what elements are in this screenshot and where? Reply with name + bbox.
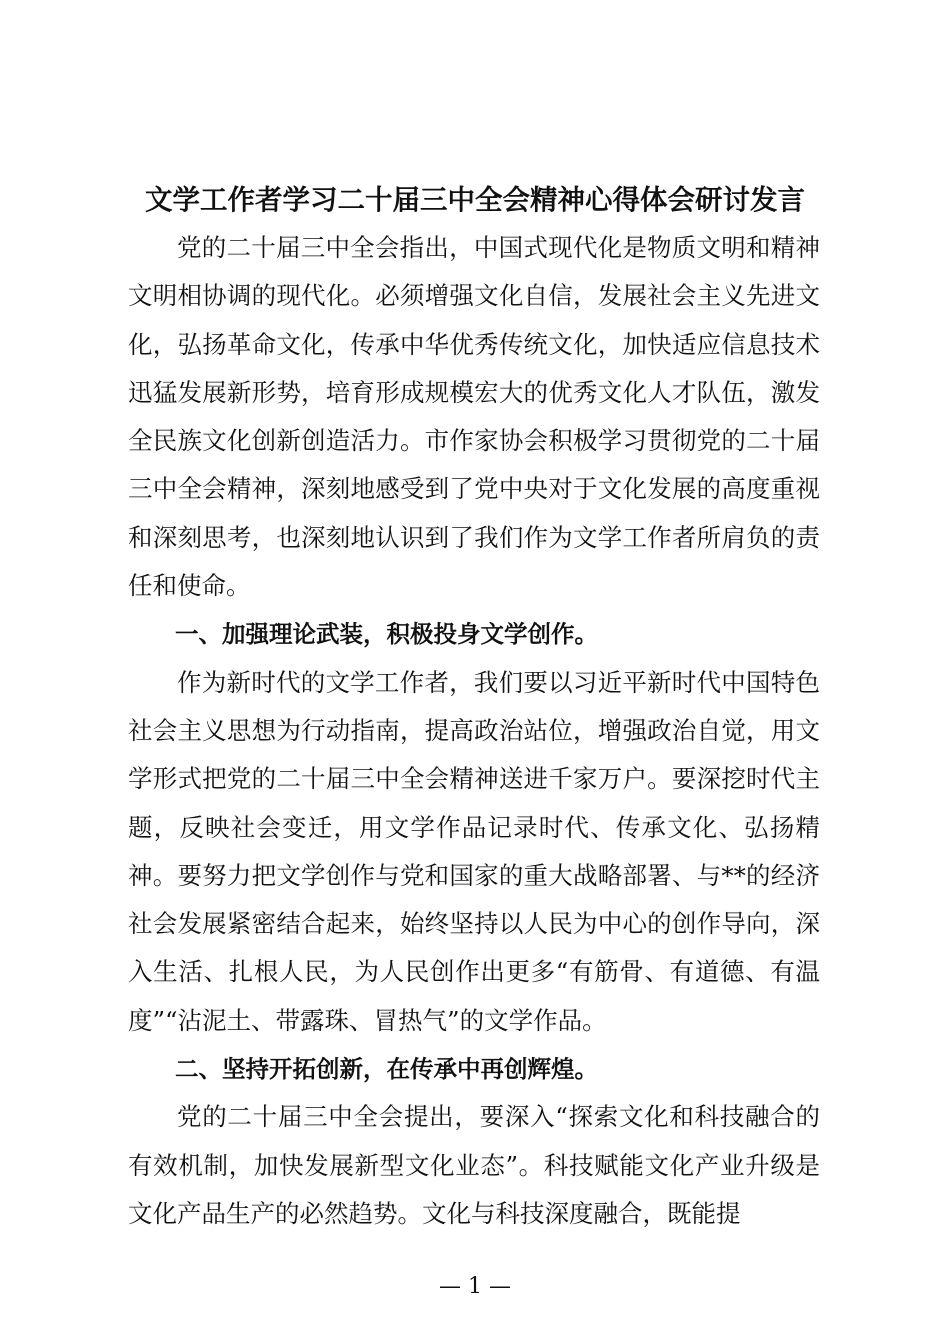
paragraph-section-1: 作为新时代的文学工作者，我们要以习近平新时代中国特色社会主义思想为行动指南，提高政治站位，增强政治自觉，用文学形式把党的二十届三中全会精神送进千家万户。要深挖时代主题，反映社会变迁，用文学作品记录时代、传承文化、弘扬精神。要努力把文学创作与党和国家的重大战略部署、与**的经济社会发展紧密结合起来，始终坚持以人民为中心的创作导向，深入生活、扎根人民，为人民创作出更多“有筋骨、有道德、有温度”“沾泥土、带露珠、冒热气”的文学作品。 [128, 667, 820, 1035]
paragraph-intro: 党的二十届三中全会指出，中国式现代化是物质文明和精神文明相协调的现代化。必须增强文化自信，发展社会主义先进文化，弘扬革命文化，传承中华优秀传统文化，加快适应信息技术迅猛发展新形势，培育形成规模宏大的优秀文化人才队伍，激发全民族文化创新创造活力。市作家协会积极学习贯彻党的二十届三中全会精神，深刻地感受到了党中央对于文化发展的高度重视和深刻思考，也深刻地认识到了我们作为文学工作者所肩负的责任和使命。 [128, 233, 820, 601]
section-heading-2: 二、坚持开拓创新，在传承中再创辉煌。 [175, 1055, 598, 1084]
page-number: — 1 — [439, 1274, 511, 1299]
paragraph-section-2: 党的二十届三中全会提出，要深入“探索文化和科技融合的有效机制，加快发展新型文化业态”。科技赋能文化产业升级是文化产品生产的必然趋势。文化与科技深度融合，既能提 [128, 1102, 820, 1228]
document-title: 文学工作者学习二十届三中全会精神心得体会研讨发言 [145, 184, 805, 216]
section-heading-1: 一、加强理论武装，积极投身文学创作。 [175, 620, 598, 649]
document-body [128, 224, 820, 1238]
